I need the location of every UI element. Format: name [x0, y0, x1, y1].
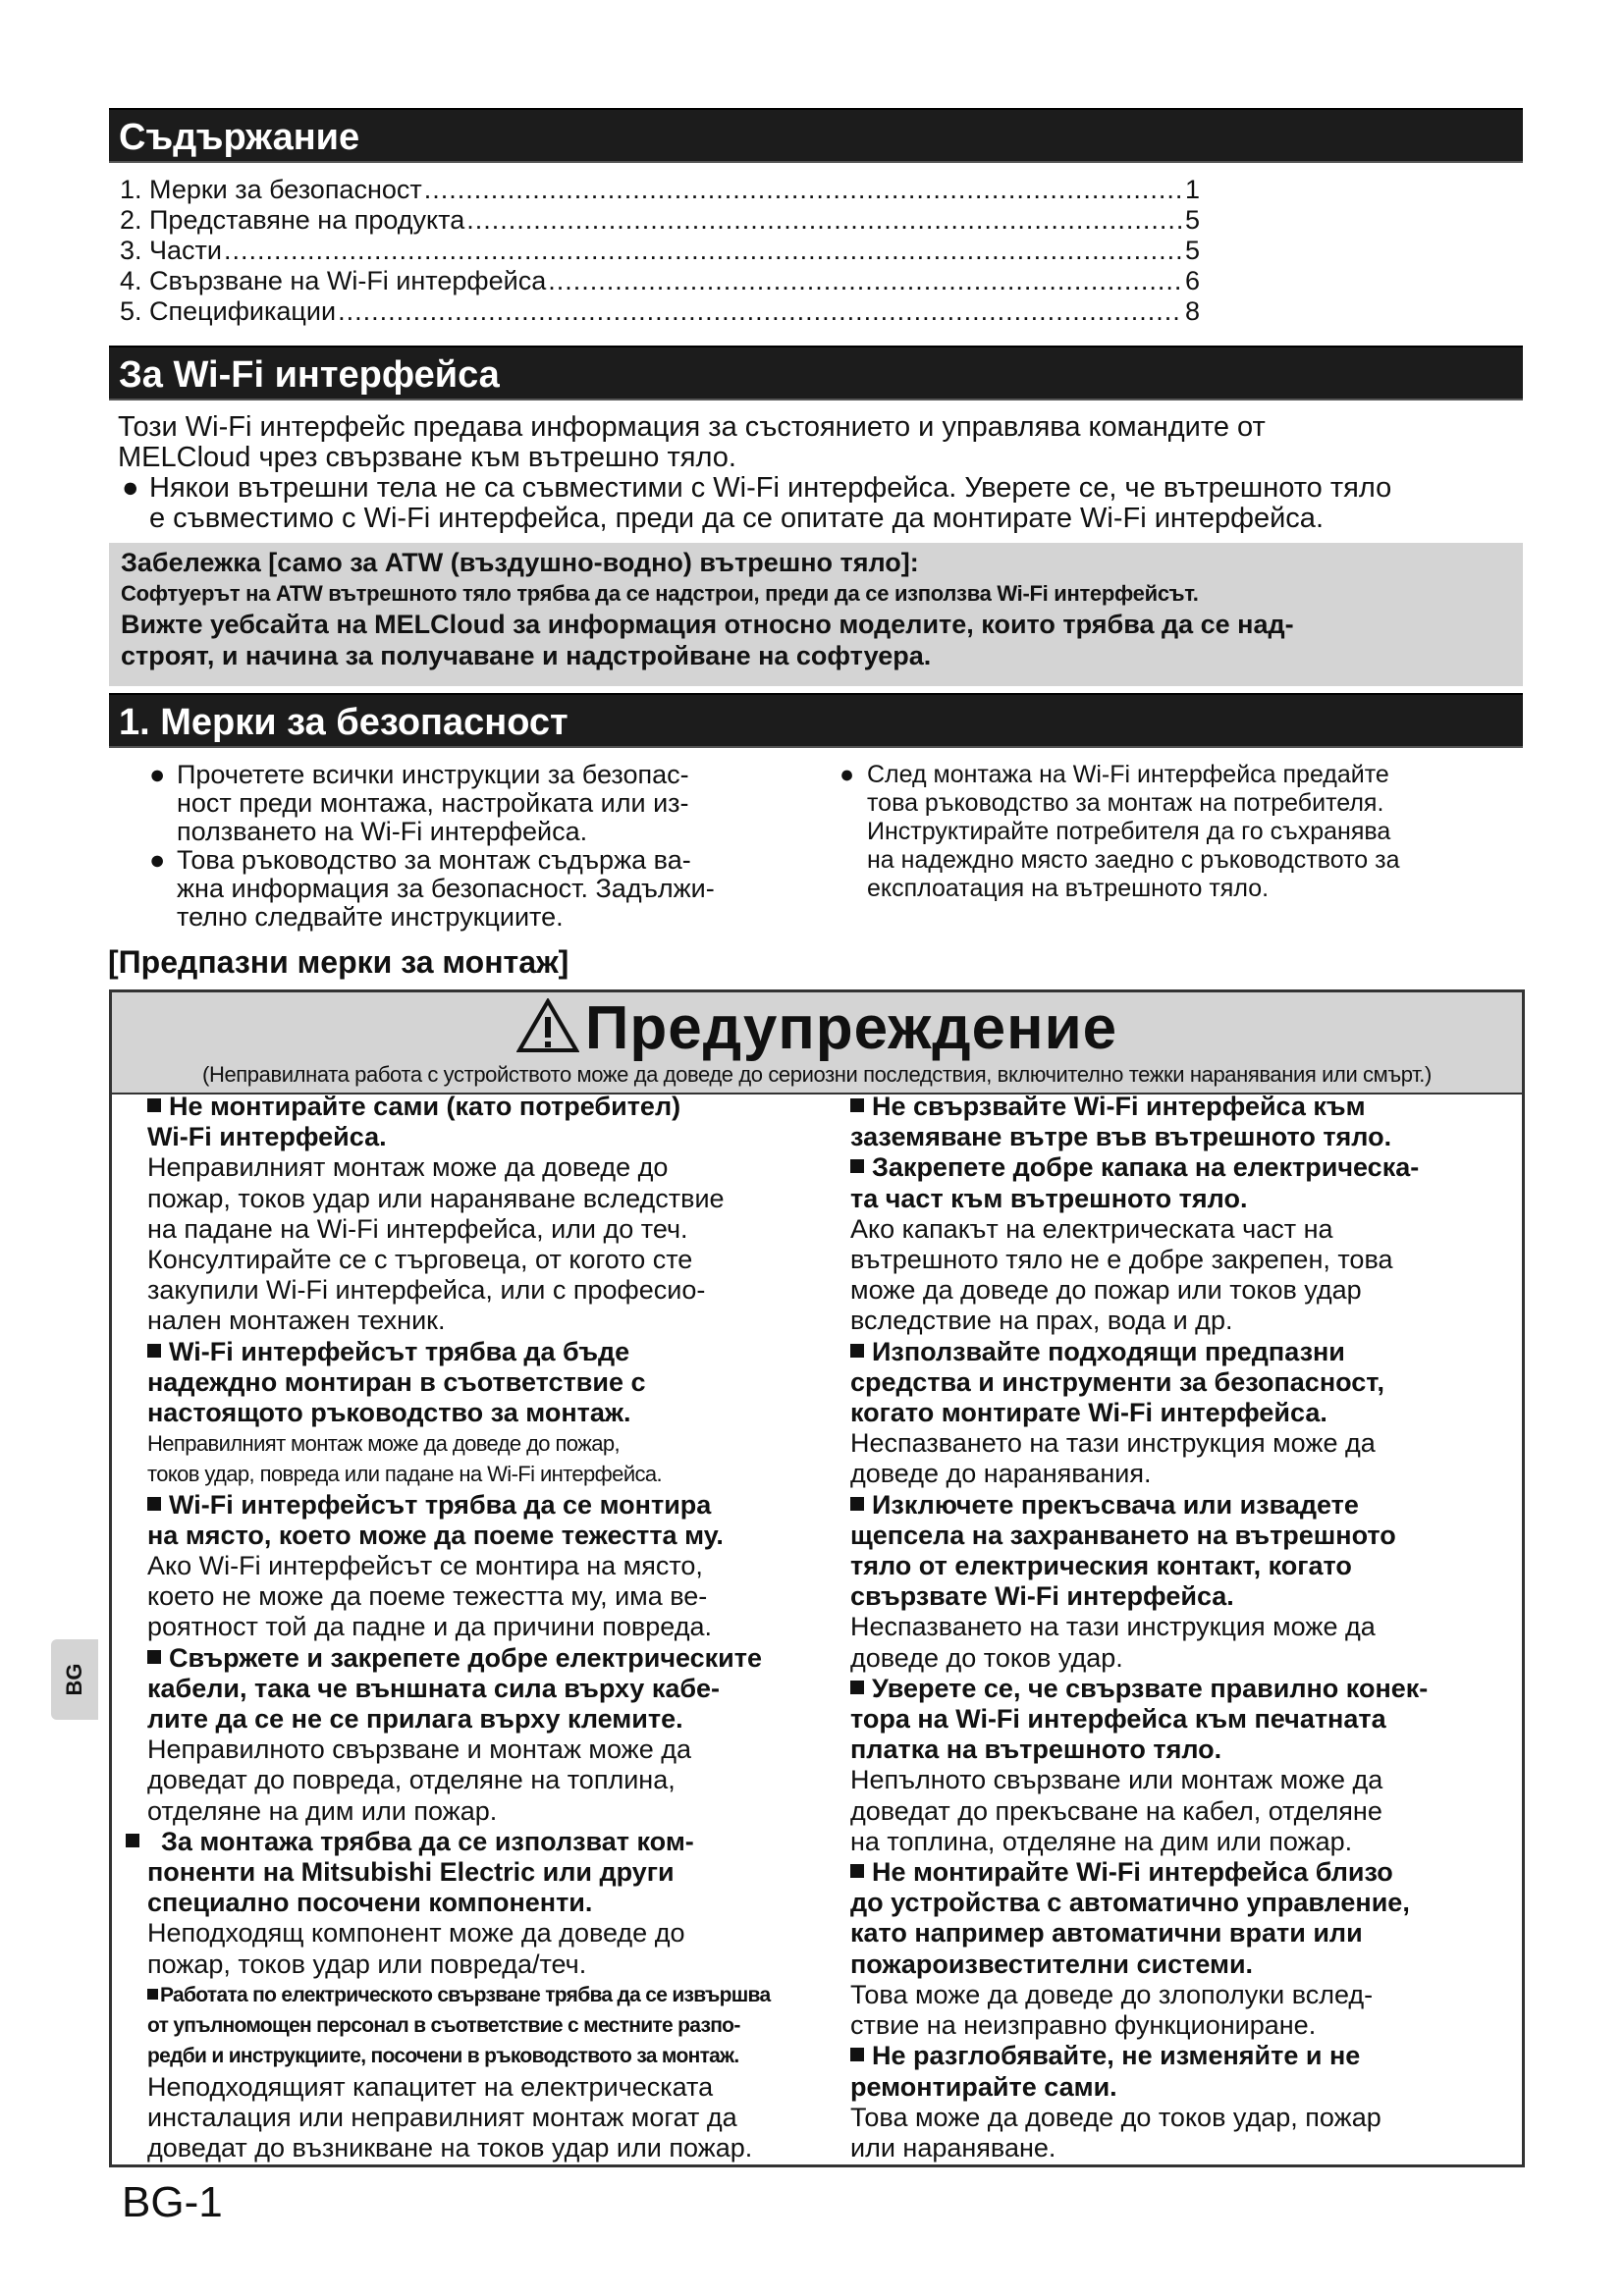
list-item: Wi-Fi интерфейсът трябва да бъде [147, 1337, 825, 1367]
bullet-icon: ● [149, 845, 166, 875]
warning-header [112, 992, 1522, 1095]
safety-intro-right: ● След монтажа на Wi-Fi интерфейса предайте това ръководство за монтаж на потребителя. Инструктирайте потребителя да го съхранява на надеждно място заедно с ръководството за експлоатация на вътрешното тяло. [839, 761, 1400, 902]
square-bullet-icon [850, 2048, 864, 2061]
warning-title: Предупреждение [112, 996, 1522, 1066]
about-title: За Wi-Fi интерфейса [109, 346, 1523, 400]
toc-item[interactable]: 5. Спецификации ..... 8 [120, 296, 1200, 327]
bullet-icon: ● [122, 472, 139, 504]
square-bullet-icon [850, 1497, 864, 1511]
square-bullet-icon [147, 1989, 158, 2000]
list-item: Работата по електрическото свързване трябва да се извършва [147, 1980, 825, 2010]
list-item: Не свързвайте Wi-Fi интерфейса към [850, 1092, 1518, 1122]
square-bullet-icon [147, 1497, 161, 1511]
about-text: Този Wi-Fi интерфейс предава информация за състоянието и управлява командите от MELCloud чрез свързване към вътрешно тяло. ● Някои вътрешни тела не са съвместими с Wi-Fi интерфейса. Уверете се, че вътрешното тяло е съвместимо с Wi-Fi интерфейса, преди да се опитате да монтирате Wi-Fi интерфейса. [118, 411, 1392, 534]
list-item: Не разглобявайте, не изменяйте и не [850, 2041, 1518, 2071]
square-bullet-icon [850, 1344, 864, 1358]
language-tab: BG [51, 1639, 98, 1720]
warning-right-column: Не свързвайте Wi-Fi интерфейса към заземяване вътре във вътрешното тяло. Закрепете добре капака на електрическа- та част към вътрешното тяло. Ако капакът на електрическата част на вътрешното тяло не е добре закрепен, това може да доведе до пожар или токов удар вследствие на прах, вода и др. Използвайте подходящи предпазни средства и инструменти за безопасност, когато монтирате Wi-Fi интерфейса. Неспазването на тази инструкция може да доведе до наранявания. Изключете прекъсвача или извадете щепсела на захранването на вътрешното тяло от електрическия контакт, когато свързвате Wi-Fi интерфейса. Неспазването на тази инструкция може да доведе до токов удар. Уверете се, че свързвате правилно конек- тора на Wi-Fi интерфейса към печатната платка на вътрешното тяло. Непълното свързване или монтаж може да доведат до прекъсване на кабел, отделяне на топлина, отделяне на дим или пожар. Не монтирайте Wi-Fi интерфейса близо до устройства с автоматично управление, като например автоматични врати или пожароизвестителни системи. Това може да доведе до злополуки вслед- ствие на неизправно функциониране. Не разглобявайте, не изменяйте и не ремонтирайте сами. Това може да доведе до токов удар, пожар или нараняване. [850, 1092, 1518, 2163]
note-title: Забележка [само за ATW (въздушно-водно) вътрешно тяло]: [121, 548, 919, 577]
list-item: Закрепете добре капака на електрическа- [850, 1152, 1518, 1183]
square-bullet-icon [850, 1098, 864, 1112]
toc-title: Съдържание [109, 108, 1523, 163]
bullet-icon: ● [839, 761, 855, 788]
square-bullet-icon [147, 1650, 161, 1664]
bullet-icon: ● [149, 760, 166, 789]
warning-subtitle: (Неправилната работа с устройството може да доведе до сериозни последствия, включително тежки наранявания или смърт.) [202, 1062, 1432, 1087]
toc-item[interactable]: 1. Мерки за безопасност ..... 1 [120, 175, 1200, 205]
list-item: Свържете и закрепете добре електрическите [147, 1643, 825, 1674]
safety-intro-left: ● Прочетете всички инструкции за безопас- ност преди монтажа, настройката или из- ползването на Wi-Fi интерфейса. ● Това ръководство за монтаж съдържа ва- жна информация за безопасност. Задължи- телно следвайте инструкциите. [149, 760, 715, 932]
note-box: Забележка [само за ATW (въздушно-водно) вътрешно тяло]: Софтуерът на ATW вътрешното тяло трябва да се надстрои, преди да се използва Wi-Fi интерфейсът. Вижте уебсайта на MELCloud за информация относно моделите, които трябва да се над- строят, и начина за получаване и надстройване на софтуера. [109, 543, 1523, 686]
square-bullet-icon [850, 1159, 864, 1173]
toc-item[interactable]: 4. Свързване на Wi-Fi интерфейса ..... 6 [120, 266, 1200, 296]
list-item: Не монтирайте сами (като потребител) [147, 1092, 825, 1122]
list-item: Използвайте подходящи предпазни [850, 1337, 1518, 1367]
warning-left-column: Не монтирайте сами (като потребител) Wi-Fi интерфейса. Неправилният монтаж може да доведе до пожар, токов удар или нараняване вследствие на падане на Wi-Fi интерфейса, или до теч. Консултирайте се с търговеца, от когото сте закупили Wi-Fi интерфейса, или с професио- нален монтажен техник. Wi-Fi интерфейсът трябва да бъде надеждно монтиран в съответствие с настоящото ръководство за монтаж. Неправилният монтаж може да доведе до пожар, токов удар, повреда или падане на Wi-Fi интерфейса. Wi-Fi интерфейсът трябва да се монтира на място, което може да поеме тежестта му. Ако Wi-Fi интерфейсът се монтира на място, което не може да поеме тежестта му, има ве- роятност той да падне и да причини повреда. Свържете и закрепете добре електрическите кабели, така че външната сила върху кабе- лите да се не се прилага върху клемите. Неправилното свързване и монтаж може да доведат до повреда, отделяне на топлина, отделяне на дим или пожар. За монтажа трябва да се използват ком- поненти на Mitsubishi Electric или други специално посочени компоненти. Неподходящ компонент може да доведе до пожар, токов удар или повреда/теч. Работата по електрическото свързване трябва да се извършва от упълномощен персонал в съответствие с местните разпо- редби и инструкциите, посочени в ръководството за монтаж. Неподходящият капацитет на електрическата инсталация или неправилният монтаж могат да доведат до възникване на токов удар или пожар. [147, 1092, 825, 2163]
table-of-contents [120, 175, 1200, 327]
square-bullet-icon [850, 1681, 864, 1694]
list-item: За монтажа трябва да се използват ком- [126, 1827, 825, 1857]
toc-item[interactable]: 2. Представяне на продукта ..... 5 [120, 205, 1200, 236]
square-bullet-icon [850, 1864, 864, 1878]
warning-triangle-icon [516, 998, 579, 1066]
list-item: Wi-Fi интерфейсът трябва да се монтира [147, 1490, 825, 1521]
toc-item[interactable]: 3. Части ..... 5 [120, 236, 1200, 266]
square-bullet-icon [126, 1834, 139, 1847]
precautions-title: [Предпазни мерки за монтаж] [108, 944, 569, 980]
square-bullet-icon [147, 1098, 161, 1112]
list-item: Не монтирайте Wi-Fi интерфейса близо [850, 1857, 1518, 1888]
safety-title: 1. Мерки за безопасност [109, 693, 1523, 748]
list-item: Изключете прекъсвача или извадете [850, 1490, 1518, 1521]
square-bullet-icon [147, 1344, 161, 1358]
list-item: Уверете се, че свързвате правилно конек- [850, 1674, 1518, 1704]
page-number: BG-1 [122, 2178, 223, 2226]
